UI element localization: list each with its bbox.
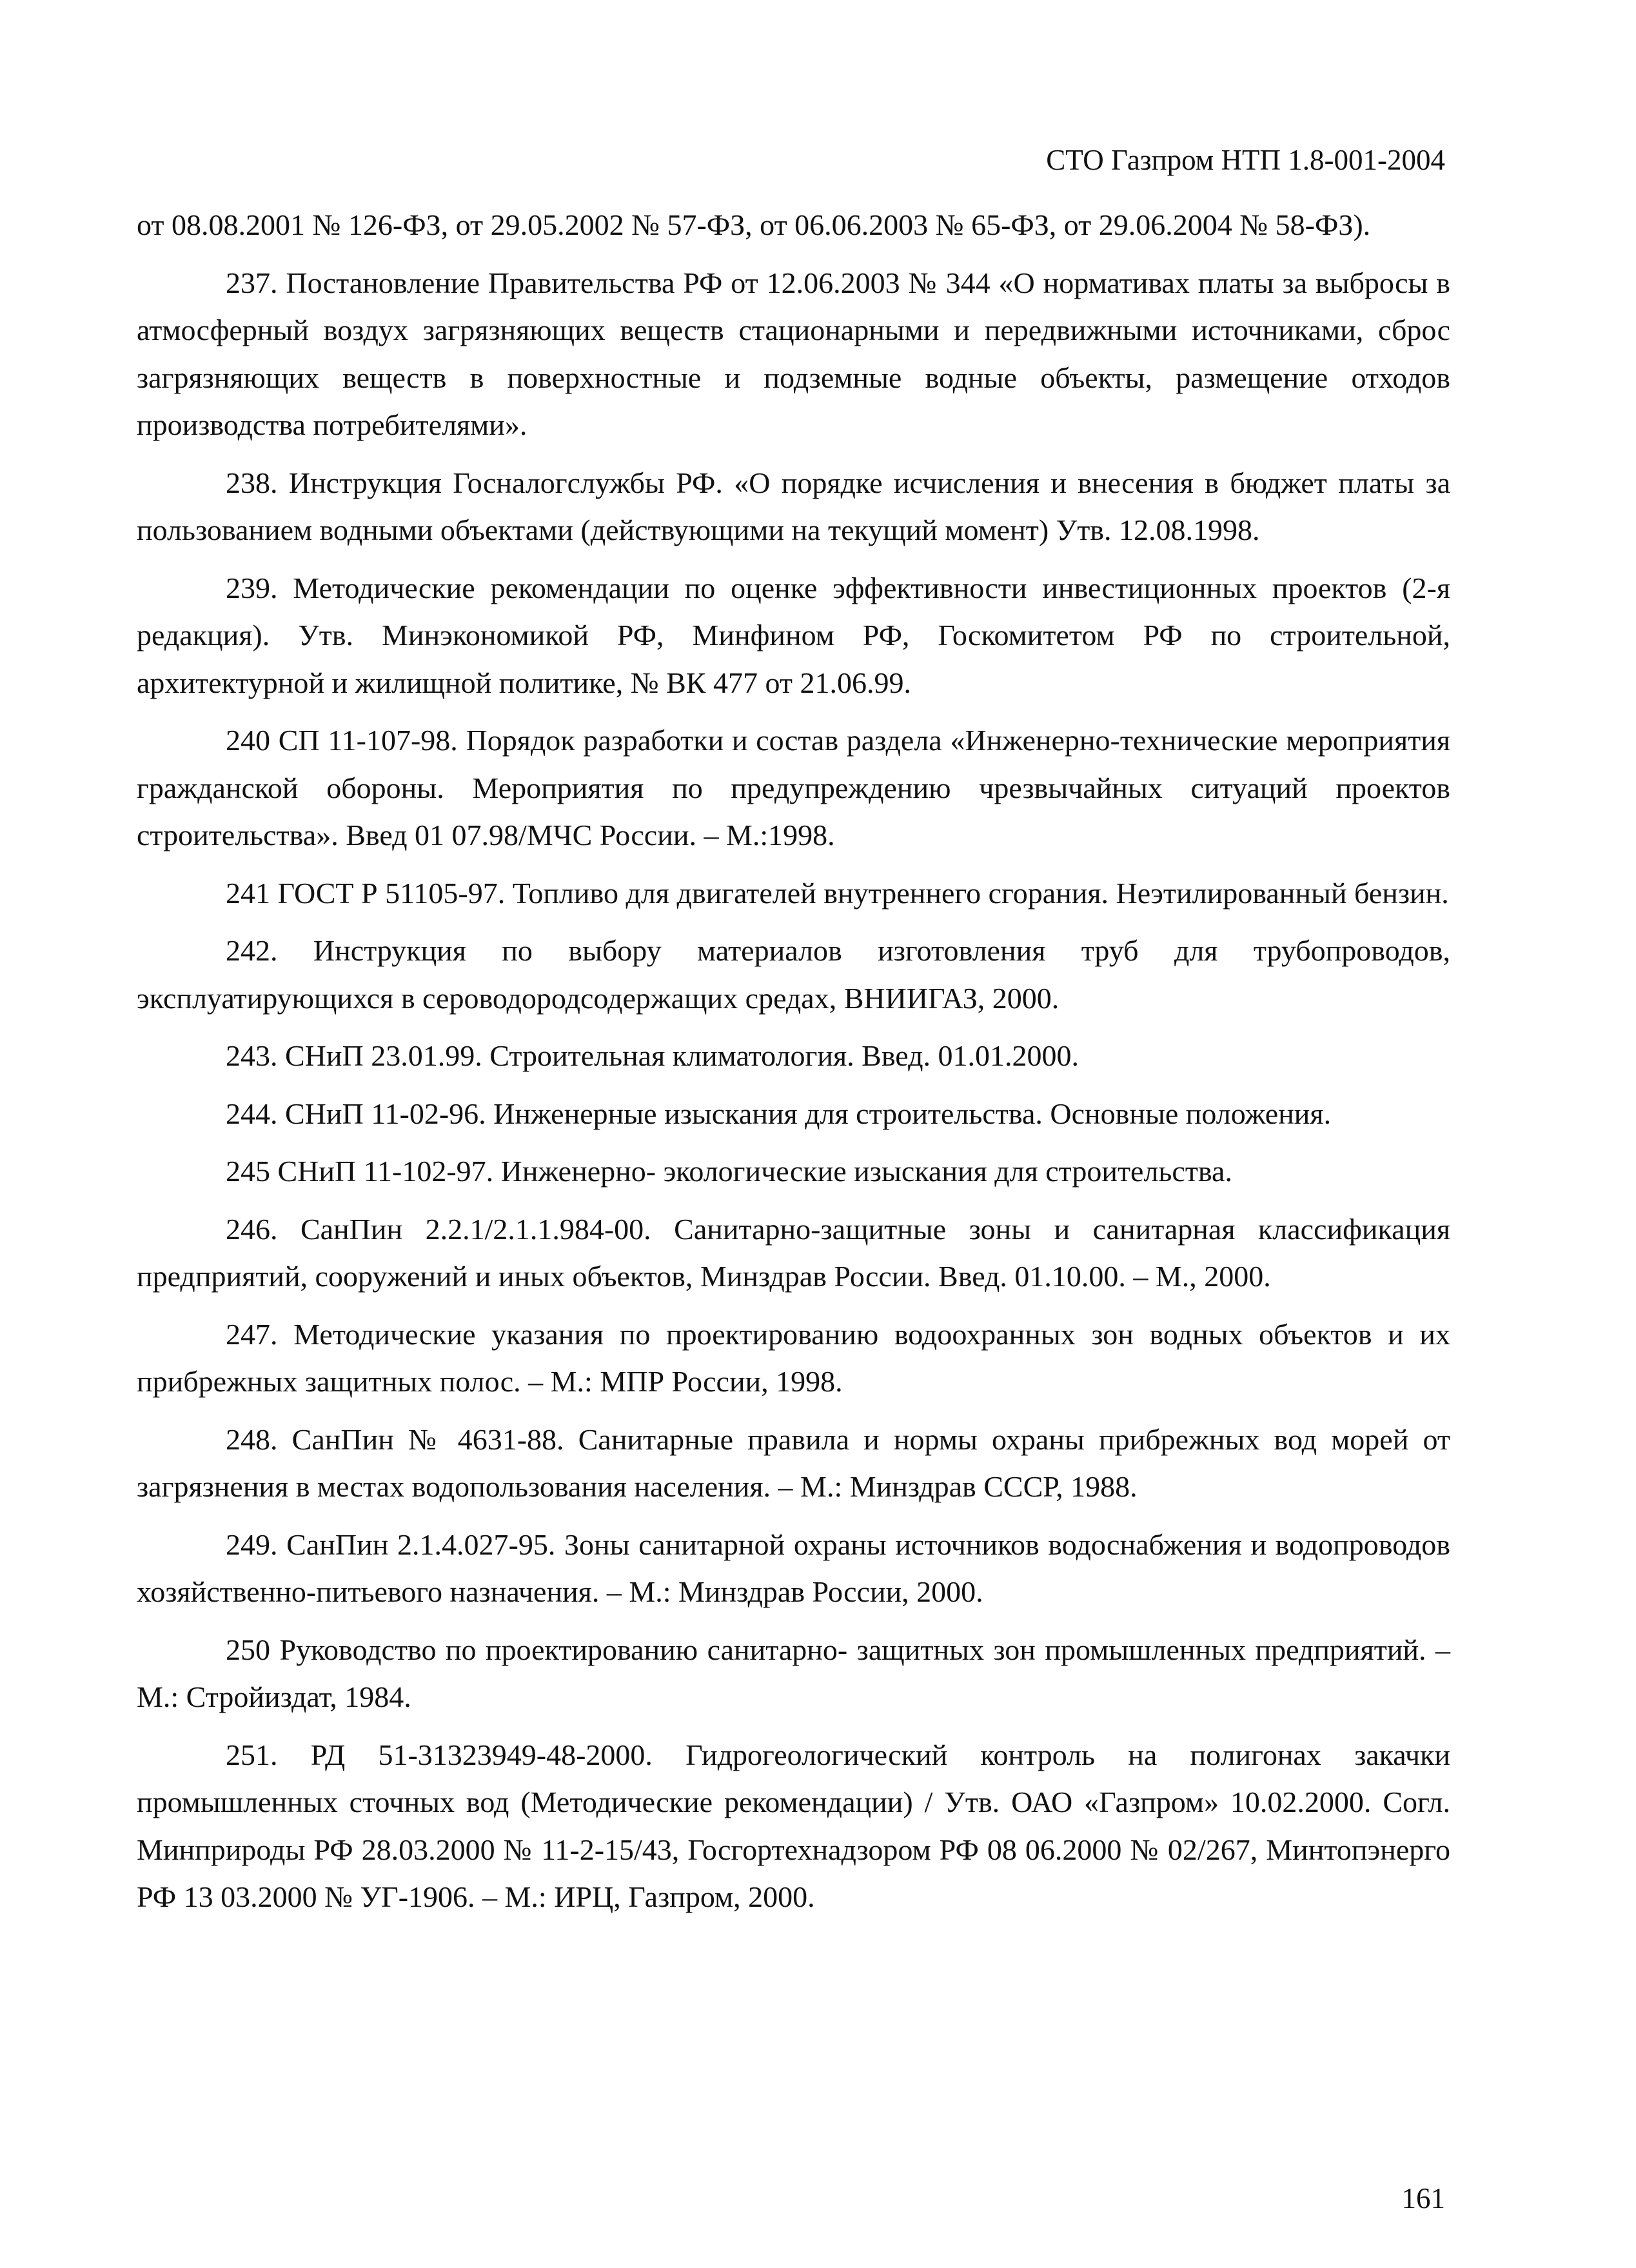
reference-247: 247. Методические указания по проектированию водоохранных зон водных объектов и их прибрежных защитных полос. – М.: МПР России, 1998. [137,1317,1450,1398]
document-header: СТО Газпром НТП 1.8-001-2004 [1046,144,1445,176]
reference-242: 242. Инструкция по выбору материалов изготовления труб для трубопроводов, эксплуатирующихся в сероводородсодержащих средах, ВНИИГАЗ, 2000. [137,934,1450,1015]
reference-248: 248. СанПин № 4631-88. Санитарные правила и нормы охраны прибрежных вод морей от загрязнения в местах водопользования населения. – М.: Минздрав СССР, 1988. [137,1422,1450,1503]
reference-240: 240 СП 11-107-98. Порядок разработки и состав раздела «Инженерно-технические мероприятия гражданской обороны. Мероприятия по предупреждению чрезвычайных ситуаций проектов строительства». Введ 01 07.98/МЧС России. – М.:1998. [137,724,1450,851]
reference-249: 249. СанПин 2.1.4.027-95. Зоны санитарной охраны источников водоснабжения и водопроводов хозяйственно-питьевого назначения. – М.: Минздрав России, 2000. [137,1527,1450,1608]
reference-251: 251. РД 51-31323949-48-2000. Гидрогеологический контроль на полигонах закачки промышленных сточных вод (Методические рекомендации) / Утв. ОАО «Газпром» 10.02.2000. Согл. Минприроды РФ 28.03.2000 № 11-2-15/43, Госгортехнадзором РФ 08 06.2000 № 02/267, Минтопэнерго РФ 13 03.2000 № УГ-1906. – М.: ИРЦ, Газпром, 2000. [137,1738,1450,1913]
reference-continuation: от 08.08.2001 № 126-ФЗ, от 29.05.2002 № 57-ФЗ, от 06.06.2003 № 65-ФЗ, от 29.06.2004 № 58-ФЗ). [137,208,1371,241]
reference-list [137,201,1450,1931]
reference-238: 238. Инструкция Госналогслужбы РФ. «О порядке исчисления и внесения в бюджет платы за пользованием водными объектами (действующими на текущий момент) Утв. 12.08.1998. [137,466,1450,546]
reference-250: 250 Руководство по проектированию санитарно- защитных зон промышленных предприятий. – М.: Стройиздат, 1984. [137,1633,1450,1713]
reference-241: 241 ГОСТ Р 51105-97. Топливо для двигателей внутреннего сгорания. Неэтилированный бензин. [226,876,1449,910]
reference-237: 237. Постановление Правительства РФ от 12.06.2003 № 344 «О нормативах платы за выбросы в атмосферный воздух загрязняющих веществ стационарными и передвижными источниками, сброс загрязняющих веществ в поверхностные и подземные водные объекты, размещение отходов производства потребителями». [137,266,1450,441]
reference-243: 243. СНиП 23.01.99. Строительная климатология. Введ. 01.01.2000. [226,1039,1079,1072]
page-number: 161 [1401,2182,1445,2214]
reference-246: 246. СанПин 2.2.1/2.1.1.984-00. Санитарно-защитные зоны и санитарная классификация предприятий, сооружений и иных объектов, Минздрав России. Введ. 01.10.00. – М., 2000. [137,1212,1450,1293]
reference-239: 239. Методические рекомендации по оценке эффективности инвестиционных проектов (2-я редакция). Утв. Минэкономикой РФ, Минфином РФ, Госкомитетом РФ по строительной, архитектурной и жилищной политике, № ВК 477 от 21.06.99. [137,571,1450,699]
reference-245: 245 СНиП 11-102-97. Инженерно- экологические изыскания для строительства. [226,1155,1232,1188]
reference-244: 244. СНиП 11-02-96. Инженерные изыскания для строительства. Основные положения. [226,1097,1332,1130]
